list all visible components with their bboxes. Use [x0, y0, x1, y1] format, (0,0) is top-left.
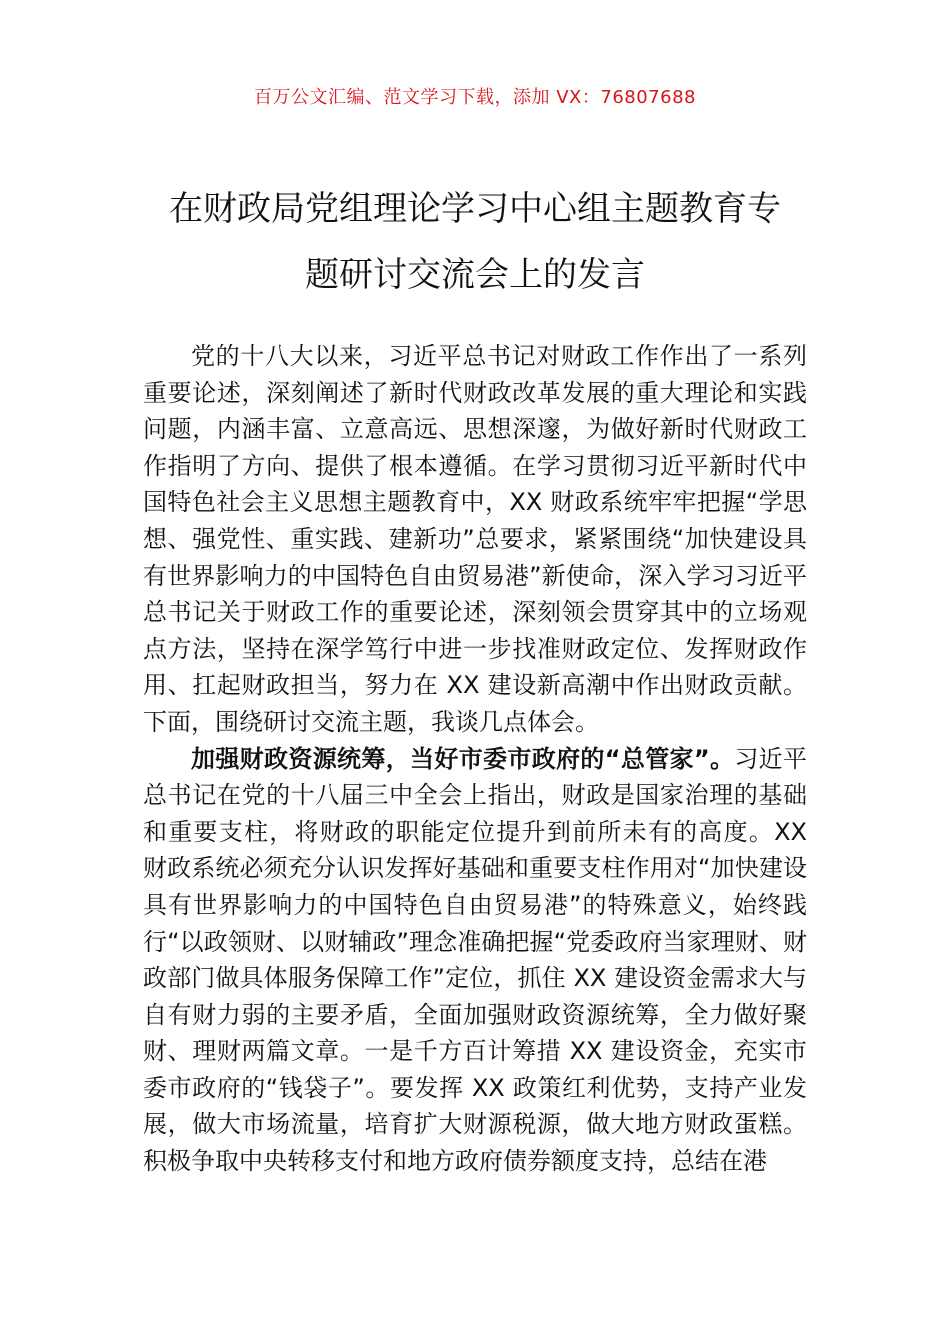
document-title — [140, 176, 810, 308]
section-1-heading: 加强财政资源统筹，当好市委市政府的“总管家”。 — [191, 744, 735, 773]
title-line-2: 题研讨交流会上的发言 — [305, 255, 645, 295]
paragraph-intro: 党的十八大以来，习近平总书记对财政工作作出了一系列重要论述，深刻阐述了新时代财政改革发展的重大理论和实践问题，内涵丰富、立意高远、思想深邃，为做好新时代财政工作指明了方向、提供了根本遵循。在学习贯彻习近平新时代中国特色社会主义思想主题教育中，XX 财政系统牢牢把握“学思想、强党性、重实践、建新功”总要求，紧紧围绕“加快建设具有世界影响力的中国特色自由贸易港”新使命，深入学习习近平总书记关于财政工作的重要论述，深刻领会贯穿其中的立场观点方法，坚持在深学笃行中进一步找准财政定位、发挥财政作用、扛起财政担当，努力在 XX 建设新高潮中作出财政贡献。下面，围绕研讨交流主题，我谈几点体会。 — [143, 342, 807, 736]
document-body — [143, 338, 807, 1180]
section-1-text: 习近平总书记在党的十八届三中全会上指出，财政是国家治理的基础和重要支柱，将财政的职能定位提升到前所未有的高度。XX 财政系统必须充分认识发挥好基础和重要支柱作用对“加快建设具有世界影响力的中国特色自由贸易港”的特殊意义，始终践行“以政领财、以财辅政”理念准确把握“党委政府当家理财、财政部门做具体服务保障工作”定位，抓住 XX 建设资金需求大与自有财力弱的主要矛盾，全面加强财政资源统筹，全力做好聚财、理财两篇文章。一是千方百计筹措 XX 建设资金，充实市委市政府的“钱袋子”。要发挥 XX 政策红利优势，支持产业发展，做大市场流量，培育扩大财源税源，做大地方财政蛋糕。积极争取中央转移支付和地方政府债券额度支持，总结在港 — [143, 744, 808, 1176]
paragraph-section-1 — [143, 741, 807, 1180]
header-note: 百万公文汇编、范文学习下载，添加 VX：76807688 — [254, 87, 696, 108]
title-line-1: 在财政局党组理论学习中心组主题教育专 — [169, 189, 781, 229]
